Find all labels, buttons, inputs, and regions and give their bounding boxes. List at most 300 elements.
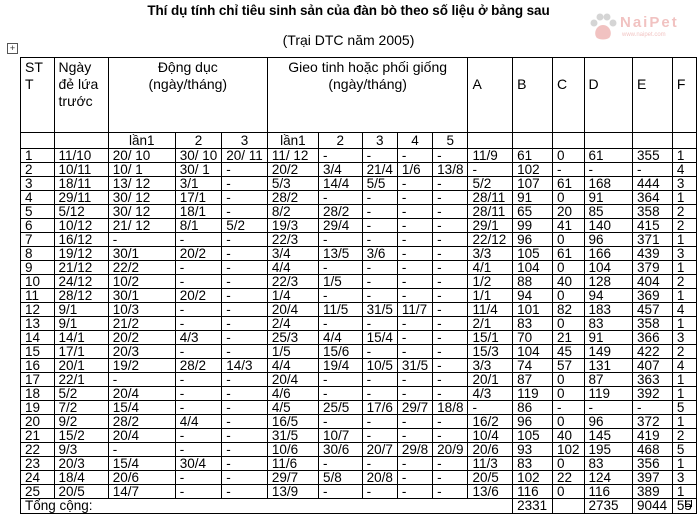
cell-ngay-de: 10/11 [54,163,108,177]
cell-e: 366 [633,331,673,345]
cell-stt: 13 [21,317,55,331]
col-header-e: E [633,58,673,133]
cell-gieo-tinh-2: 19/4 [318,359,362,373]
cell-dong-duc-1: 20/6 [108,471,175,485]
cell-gieo-tinh-3: 20/8 [362,471,397,485]
cell-gieo-tinh-4: - [397,289,432,303]
cell-ngay-de: 20/3 [54,457,108,471]
cell-c: 0 [553,191,585,205]
cell-dong-duc-3: - [222,331,268,345]
total-f: 55 [672,499,696,514]
cell-gieo-tinh-3: - [362,415,397,429]
cell-gieo-tinh-4: - [397,233,432,247]
cell-gieo-tinh-5: - [433,261,468,275]
cell-dong-duc-2: - [175,373,222,387]
cell-a: 13/6 [468,485,513,499]
cell-d: 149 [584,345,633,359]
cell-gieo-tinh-2: 3/4 [318,163,362,177]
cell-dong-duc-1: 20/ 10 [108,149,175,163]
cell-d: 85 [584,205,633,219]
cell-stt: 6 [21,219,55,233]
cell-e: 379 [633,261,673,275]
table-row [21,261,697,275]
cell-dong-duc-3: - [222,443,268,457]
cell-gieo-tinh-2: - [318,317,362,331]
cell-f: 2 [672,275,696,289]
cell-gieo-tinh-4: - [397,429,432,443]
subheader-empty [633,133,673,149]
cell-a: 3/3 [468,247,513,261]
subheader-gieo-tinh-2: 2 [318,133,362,149]
title-text: Thí dụ tính chỉ tiêu sinh sản của đàn bò theo số liệu ở bảng sau [147,3,550,18]
cell-dong-duc-1: 19/2 [108,359,175,373]
cell-dong-duc-1: - [108,373,175,387]
cell-ngay-de: 5/12 [54,205,108,219]
cell-b: 88 [513,275,553,289]
cell-f: 2 [672,429,696,443]
table-row [21,149,697,163]
cell-gieo-tinh-4: - [397,205,432,219]
cell-gieo-tinh-2: 4/4 [318,331,362,345]
cell-b: 119 [513,387,553,401]
subheader-empty [584,133,633,149]
cell-gieo-tinh-5: - [433,331,468,345]
subheader-gieo-tinh-4: 4 [397,133,432,149]
cell-a: - [468,401,513,415]
subheader-empty [54,133,108,149]
subheader-gieo-tinh-5: 5 [433,133,468,149]
cell-e: 372 [633,415,673,429]
cell-b: 87 [513,373,553,387]
cell-f: 2 [672,205,696,219]
cell-dong-duc-2: - [175,387,222,401]
subheader-gieo-tinh-1: lần1 [267,133,318,149]
cell-a: - [468,163,513,177]
cell-stt: 8 [21,247,55,261]
cell-gieo-tinh-3: - [362,261,397,275]
cell-dong-duc-2: - [175,443,222,457]
cell-stt: 24 [21,471,55,485]
cell-dong-duc-3: - [222,233,268,247]
cell-gieo-tinh-1: 4/6 [267,387,318,401]
cell-ngay-de: 18/4 [54,471,108,485]
cell-gieo-tinh-1: 3/4 [267,247,318,261]
cell-f: 1 [672,387,696,401]
cell-dong-duc-1: 21/ 12 [108,219,175,233]
cell-gieo-tinh-1: 4/4 [267,261,318,275]
total-d: 2735 [584,499,633,514]
cell-a: 2/1 [468,317,513,331]
cell-gieo-tinh-4: - [397,247,432,261]
cell-c: - [553,163,585,177]
cell-f: 2 [672,345,696,359]
cell-d: 119 [584,387,633,401]
cell-f: 1 [672,233,696,247]
cell-stt: 4 [21,191,55,205]
cell-gieo-tinh-1: 22/3 [267,275,318,289]
cell-ngay-de: 14/1 [54,331,108,345]
cell-e: 371 [633,233,673,247]
subheader-empty [468,133,513,149]
cell-c: 57 [553,359,585,373]
cell-gieo-tinh-5: - [433,247,468,261]
cell-ngay-de: 9/2 [54,415,108,429]
cell-gieo-tinh-5: - [433,415,468,429]
cell-gieo-tinh-2: 5/8 [318,471,362,485]
col-header-c: C [553,58,585,133]
cell-gieo-tinh-3: 15/4 [362,331,397,345]
cell-c: - [553,401,585,415]
cell-gieo-tinh-4: - [397,345,432,359]
cell-gieo-tinh-1: 4/4 [267,359,318,373]
cell-gieo-tinh-5: - [433,345,468,359]
cell-ngay-de: 15/2 [54,429,108,443]
cell-a: 22/12 [468,233,513,247]
cell-d: 195 [584,443,633,457]
cell-gieo-tinh-3: 31/5 [362,303,397,317]
table-row [21,331,697,345]
cell-gieo-tinh-1: 16/5 [267,415,318,429]
total-e: 9044 [633,499,673,514]
cell-e: 356 [633,457,673,471]
cell-gieo-tinh-3: 20/7 [362,443,397,457]
cell-gieo-tinh-3: - [362,275,397,289]
subheader-dong-duc-3: 3 [222,133,268,149]
cell-c: 0 [553,289,585,303]
cell-dong-duc-3: - [222,457,268,471]
cell-d: 140 [584,219,633,233]
cell-b: 116 [513,485,553,499]
cell-e: 363 [633,373,673,387]
cell-f: 4 [672,359,696,373]
cell-gieo-tinh-2: - [318,233,362,247]
cell-dong-duc-1: 20/3 [108,345,175,359]
cell-gieo-tinh-5: - [433,149,468,163]
cell-dong-duc-3: - [222,485,268,499]
cell-e: 415 [633,219,673,233]
cell-a: 11/4 [468,303,513,317]
cell-gieo-tinh-4: - [397,471,432,485]
cell-e: 444 [633,177,673,191]
cell-b: 86 [513,401,553,415]
cell-dong-duc-1: 10/3 [108,303,175,317]
cell-a: 16/2 [468,415,513,429]
cell-dong-duc-1: 10/2 [108,275,175,289]
cell-b: 93 [513,443,553,457]
cell-dong-duc-1: - [108,443,175,457]
cell-d: 166 [584,247,633,261]
cell-stt: 14 [21,331,55,345]
cell-ngay-de: 22/1 [54,373,108,387]
cell-stt: 12 [21,303,55,317]
cell-ngay-de: 20/5 [54,485,108,499]
subheader-empty [672,133,696,149]
cell-gieo-tinh-2: 13/5 [318,247,362,261]
cell-ngay-de: 16/12 [54,233,108,247]
table-row [21,443,697,457]
cell-gieo-tinh-5: - [433,373,468,387]
cell-gieo-tinh-3: - [362,219,397,233]
table-row [21,457,697,471]
cell-c: 61 [553,247,585,261]
cell-a: 10/4 [468,429,513,443]
table-resize-handle[interactable] [685,500,692,507]
cell-gieo-tinh-1: 10/6 [267,443,318,457]
cell-ngay-de: 19/12 [54,247,108,261]
cell-b: 91 [513,191,553,205]
cell-dong-duc-2: 4/4 [175,415,222,429]
cell-ngay-de: 7/2 [54,401,108,415]
cell-d: 145 [584,429,633,443]
cell-f: 3 [672,247,696,261]
cell-stt: 22 [21,443,55,457]
cell-dong-duc-1: 20/4 [108,429,175,443]
cell-gieo-tinh-2: - [318,485,362,499]
cell-dong-duc-3: - [222,177,268,191]
cell-f: 1 [672,415,696,429]
cell-gieo-tinh-5: - [433,275,468,289]
cell-c: 0 [553,373,585,387]
cell-c: 0 [553,457,585,471]
cell-ngay-de: 20/1 [54,359,108,373]
cell-a: 4/1 [468,261,513,275]
cell-gieo-tinh-5: - [433,359,468,373]
cell-d: 128 [584,275,633,289]
cell-gieo-tinh-2: 28/2 [318,205,362,219]
cell-gieo-tinh-4: - [397,387,432,401]
cell-f: 1 [672,261,696,275]
cell-dong-duc-3: - [222,471,268,485]
cell-stt: 16 [21,359,55,373]
cell-d: 104 [584,261,633,275]
cell-gieo-tinh-1: 31/5 [267,429,318,443]
cell-gieo-tinh-2: 29/4 [318,219,362,233]
cell-gieo-tinh-4: 29/7 [397,401,432,415]
cell-gieo-tinh-1: 29/7 [267,471,318,485]
cell-gieo-tinh-5: - [433,191,468,205]
cell-gieo-tinh-1: 11/ 12 [267,149,318,163]
cell-gieo-tinh-3: - [362,429,397,443]
cell-gieo-tinh-2: - [318,261,362,275]
cell-c: 41 [553,219,585,233]
cell-b: 94 [513,289,553,303]
cell-stt: 2 [21,163,55,177]
cell-gieo-tinh-4: - [397,191,432,205]
col-header-a: A [468,58,513,133]
cell-d: 61 [584,149,633,163]
cell-gieo-tinh-3: 3/6 [362,247,397,261]
cell-ngay-de: 10/12 [54,219,108,233]
cell-e: - [633,163,673,177]
table-body [21,149,697,499]
cell-stt: 19 [21,401,55,415]
table-row [21,317,697,331]
cell-dong-duc-2: 17/1 [175,191,222,205]
cell-dong-duc-3: 14/3 [222,359,268,373]
total-b: 2331 [513,499,553,514]
cell-a: 20/5 [468,471,513,485]
table-row [21,429,697,443]
naipet-logo [588,12,693,42]
cell-gieo-tinh-3: - [362,149,397,163]
cell-b: 101 [513,303,553,317]
cell-b: 104 [513,345,553,359]
cell-gieo-tinh-3: - [362,485,397,499]
cell-b: 102 [513,471,553,485]
cell-gieo-tinh-2: 14/4 [318,177,362,191]
table-row [21,289,697,303]
cell-dong-duc-2: - [175,345,222,359]
cell-e: 397 [633,471,673,485]
cell-dong-duc-1: 22/2 [108,261,175,275]
cell-a: 15/1 [468,331,513,345]
cell-gieo-tinh-5: - [433,219,468,233]
cell-gieo-tinh-4: - [397,331,432,345]
cell-e: 422 [633,345,673,359]
cell-c: 0 [553,485,585,499]
cell-b: 96 [513,233,553,247]
table-row [21,163,697,177]
cell-dong-duc-1: 10/ 1 [108,163,175,177]
cell-stt: 23 [21,457,55,471]
cell-gieo-tinh-3: - [362,373,397,387]
cell-e: 457 [633,303,673,317]
cell-a: 28/11 [468,205,513,219]
header-row [21,58,697,133]
cell-dong-duc-3: - [222,261,268,275]
cell-gieo-tinh-2: 15/6 [318,345,362,359]
cell-gieo-tinh-4: - [397,177,432,191]
cell-gieo-tinh-5: 20/9 [433,443,468,457]
cell-gieo-tinh-4: 11/7 [397,303,432,317]
col-header-f: F [672,58,696,133]
cell-dong-duc-2: 4/3 [175,331,222,345]
table-row [21,247,697,261]
cell-gieo-tinh-1: 20/4 [267,303,318,317]
cell-f: 3 [672,331,696,345]
col-header-b: B [513,58,553,133]
cell-f: 4 [672,163,696,177]
cell-c: 0 [553,261,585,275]
cell-f: 5 [672,443,696,457]
table-row [21,303,697,317]
cell-dong-duc-2: - [175,485,222,499]
cell-dong-duc-1: 30/ 12 [108,191,175,205]
cell-ngay-de: 11/10 [54,149,108,163]
cell-gieo-tinh-2: 11/5 [318,303,362,317]
cell-gieo-tinh-4: - [397,415,432,429]
cell-gieo-tinh-2: 1/5 [318,275,362,289]
cell-d: 116 [584,485,633,499]
cell-dong-duc-1: - [108,233,175,247]
cell-f: 3 [672,471,696,485]
cell-a: 11/9 [468,149,513,163]
cell-dong-duc-2: 20/2 [175,289,222,303]
cell-d: 183 [584,303,633,317]
cell-d: 96 [584,233,633,247]
cell-c: 102 [553,443,585,457]
cell-gieo-tinh-1: 5/3 [267,177,318,191]
cell-e: 419 [633,429,673,443]
total-row [21,499,697,514]
cell-gieo-tinh-1: 25/3 [267,331,318,345]
cell-dong-duc-2: - [175,233,222,247]
cell-e: 355 [633,149,673,163]
cell-ngay-de: 18/11 [54,177,108,191]
cell-ngay-de: 5/2 [54,387,108,401]
subheader-dong-duc-2: 2 [175,133,222,149]
cell-gieo-tinh-3: - [362,317,397,331]
cell-d: 124 [584,471,633,485]
cell-stt: 11 [21,289,55,303]
logo-brand: NaiPet [620,14,679,31]
cell-ngay-de: 9/3 [54,443,108,457]
cell-gieo-tinh-2: 10/7 [318,429,362,443]
cell-b: 61 [513,149,553,163]
cell-dong-duc-2: 18/1 [175,205,222,219]
cell-a: 1/2 [468,275,513,289]
cell-dong-duc-2: - [175,401,222,415]
cell-f: 2 [672,219,696,233]
cell-a: 15/3 [468,345,513,359]
cell-dong-duc-2: - [175,471,222,485]
cell-gieo-tinh-4: - [397,261,432,275]
cell-e: 369 [633,289,673,303]
cell-d: 168 [584,177,633,191]
cell-dong-duc-3: - [222,317,268,331]
subheader-dong-duc-1: lần1 [108,133,175,149]
cell-stt: 17 [21,373,55,387]
cell-dong-duc-2: 3/1 [175,177,222,191]
reproduction-table [20,57,697,514]
cell-gieo-tinh-3: 21/4 [362,163,397,177]
cell-stt: 20 [21,415,55,429]
cell-c: 61 [553,177,585,191]
cell-dong-duc-3: - [222,387,268,401]
cell-stt: 5 [21,205,55,219]
cell-dong-duc-1: 30/1 [108,289,175,303]
cell-gieo-tinh-1: 4/5 [267,401,318,415]
cell-dong-duc-1: 15/4 [108,401,175,415]
total-label: Tổng cộng: [21,499,513,514]
cell-b: 102 [513,163,553,177]
cell-d: 131 [584,359,633,373]
table-move-handle[interactable]: + [7,43,18,54]
cell-c: 0 [553,415,585,429]
cell-gieo-tinh-1: 13/9 [267,485,318,499]
cell-dong-duc-1: 20/4 [108,387,175,401]
cell-gieo-tinh-5: 18/8 [433,401,468,415]
table-row [21,177,697,191]
cell-stt: 7 [21,233,55,247]
cell-gieo-tinh-3: - [362,191,397,205]
cell-gieo-tinh-2: - [318,289,362,303]
cell-gieo-tinh-1: 22/3 [267,233,318,247]
cell-gieo-tinh-3: - [362,457,397,471]
cell-gieo-tinh-1: 19/3 [267,219,318,233]
cell-dong-duc-1: 20/2 [108,331,175,345]
cell-a: 29/1 [468,219,513,233]
cell-gieo-tinh-4: 31/5 [397,359,432,373]
cell-b: 104 [513,261,553,275]
cell-gieo-tinh-3: 17/6 [362,401,397,415]
cell-b: 105 [513,429,553,443]
cell-f: 4 [672,303,696,317]
cell-c: 0 [553,233,585,247]
document-subtitle: (Trại DTC năm 2005) [282,32,415,48]
cell-stt: 25 [21,485,55,499]
cell-d: 94 [584,289,633,303]
